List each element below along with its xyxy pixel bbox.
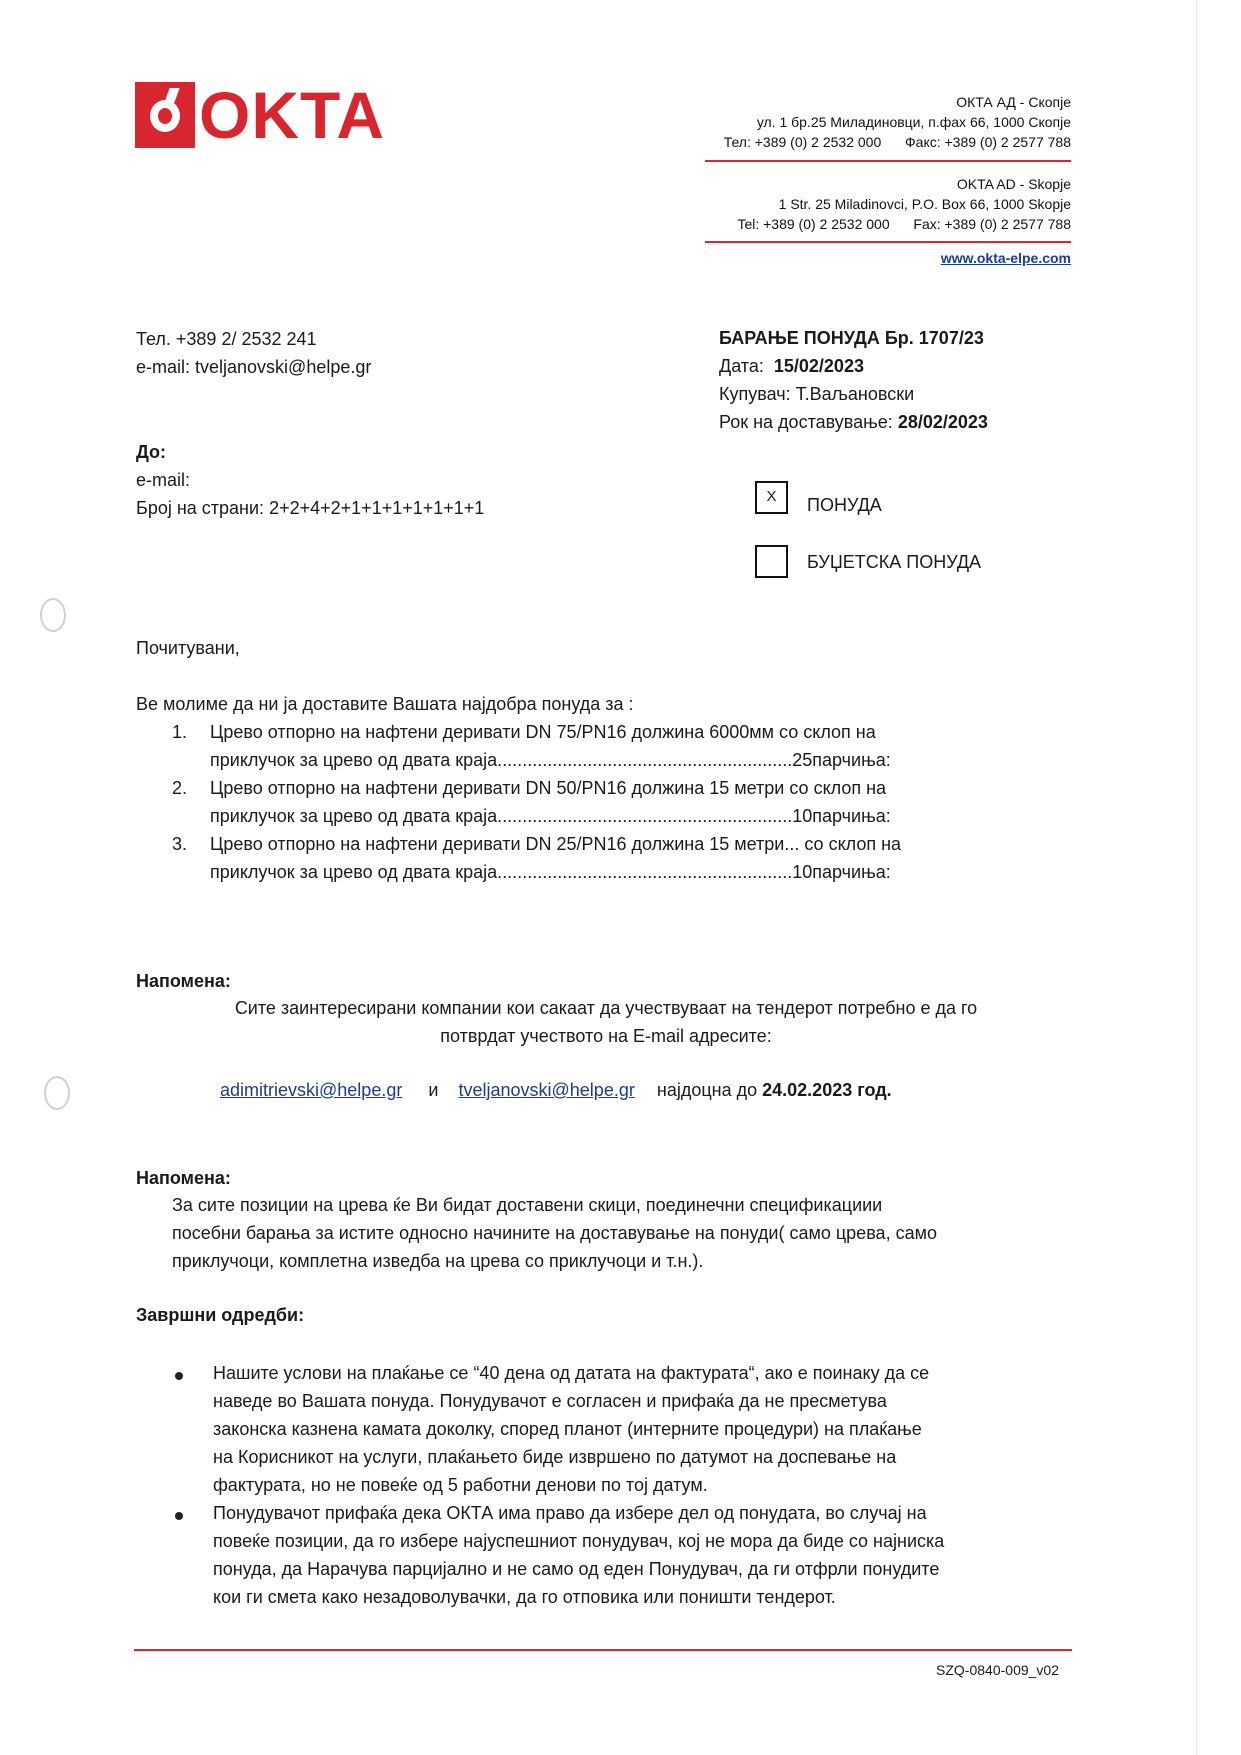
note-text: За сите позиции на црева ќе Ви бидат доставени скици, поединечни спецификациии посебни барања за истите односно начините на доставување на понуди( само црева, само приклучоци, комплетна изведба на црева со приклучоци и т.н.). <box>172 1195 937 1271</box>
list-item: 1. Црево отпорно на нафтени деривати DN 75/PN16 должина 6000мм со склоп на приклучок за црево од двата краја...........................................................25парчиња: <box>172 722 891 770</box>
note-text: Сите заинтересирани компании кои сакаат да учествуваат на тендерот потребно е да го потврдат учеството на E-mail адресите: <box>234 998 978 1046</box>
offer-checkbox[interactable]: X <box>755 481 788 514</box>
contact-block <box>136 325 371 381</box>
company-header-mk <box>724 92 1071 152</box>
request-block <box>719 324 988 436</box>
punch-hole <box>44 1076 70 1110</box>
to-label: До: <box>136 442 167 462</box>
email-link-adimitrievski[interactable]: adimitrievski@helpe.gr <box>220 1080 403 1100</box>
contact-phone: Тел. +389 2/ 2532 241 <box>136 329 317 349</box>
pages-count: Број на страни: 2+2+4+2+1+1+1+1+1+1+1 <box>136 498 485 518</box>
header-divider <box>705 241 1071 243</box>
company-name: OKTA AD - Skopje <box>956 176 1071 192</box>
list-item: 2. Црево отпорно на нафтени деривати DN 50/PN16 должина 15 метри со склоп на приклучок за црево од двата краја...........................................................10парчиња: <box>172 778 891 826</box>
request-deadline: Рок на доставување: 28/02/2023 <box>719 412 988 432</box>
note-emails: adimitrievski@helpe.gr и tveljanovski@helpe.gr најдоцна до 24.02.2023 год. <box>220 1080 892 1100</box>
list-item: Нашите услови на плаќање се “40 дена од датата на фактурата“, ако е поинаку да се наведе во Вашата понуда. Понудувачот е согласен и прифаќа да не пресметува законска казнена камата доколку, според планот (интерните процедури) на плаќање на Корисникот на услуги, плаќањето биде извршено по датумот на доспевање на фактурата, но не повеќе од 5 работни денови по тој датум. <box>213 1363 930 1495</box>
website-link[interactable]: www.okta-elpe.com <box>940 250 1071 266</box>
list-item: 3. Црево отпорно на нафтени деривати DN 25/PN16 должина 15 метри... со склоп на приклучок за црево од двата краја...........................................................10парчиња: <box>172 834 902 882</box>
header-divider <box>705 160 1071 162</box>
bullet-icon <box>175 1512 183 1520</box>
company-contacts <box>724 132 1071 152</box>
company-address: ул. 1 бр.25 Миладиновци, п.фах 66, 1000 Скопје <box>756 114 1071 130</box>
email-link-tveljanovski[interactable]: tveljanovski@helpe.gr <box>458 1080 635 1100</box>
request-title: БАРАЊЕ ПОНУДА Бр. 1707/23 <box>719 328 984 348</box>
footer-code: SZQ-0840-009_v02 <box>936 1662 1059 1678</box>
budget-offer-label: БУЏЕТСКА ПОНУДА <box>807 552 982 572</box>
note-label: Напомена: <box>136 1168 231 1188</box>
intro-text: Ве молиме да ни ја доставите Вашата најдобра понуда за : <box>136 694 634 714</box>
company-phone: Тел: +389 (0) 2 2532 000 <box>723 134 882 150</box>
offer-label: ПОНУДА <box>807 495 882 515</box>
note-label: Напомена: <box>136 971 231 991</box>
greeting: Почитувани, <box>136 638 240 658</box>
punch-hole <box>40 598 66 632</box>
final-provisions-label: Завршни одредби: <box>136 1305 305 1325</box>
budget-offer-checkbox[interactable] <box>755 545 788 578</box>
logo-drop-icon <box>135 82 195 148</box>
okta-logo <box>135 78 387 152</box>
company-header-en <box>737 174 1071 234</box>
page-edge-line <box>1196 0 1197 1755</box>
company-address: 1 Str. 25 Miladinovci, P.O. Box 66, 1000 Skopje <box>778 196 1071 212</box>
company-contacts <box>737 214 1071 234</box>
recipient-block <box>136 438 484 522</box>
bullet-icon <box>175 1372 183 1380</box>
request-date: Дата: 15/02/2023 <box>719 356 864 376</box>
request-buyer: Купувач: Т.Ваљановски <box>719 384 915 404</box>
list-item: Понудувачот прифаќа дека ОКТА има право да избере дел од понудата, во случај на повеќе позиции, да го избере најуспешниот понудувач, кој не мора да биде со најниска понуда, да Нарачува парцијално и не само од еден Понудувач, да ги отфрли понудите кои ги смета како незадоволувачки, да го отповика или поништи тендерот. <box>213 1503 945 1607</box>
company-phone: Tel: +389 (0) 2 2532 000 <box>737 216 890 232</box>
footer-divider <box>134 1649 1072 1651</box>
company-fax: Факс: +389 (0) 2 2577 788 <box>905 134 1071 150</box>
company-fax: Fax: +389 (0) 2 2577 788 <box>913 216 1071 232</box>
recipient-email-label: e-mail: <box>136 470 191 490</box>
items-list <box>136 719 1016 887</box>
company-name: ОКТА АД - Скопје <box>956 94 1071 110</box>
contact-email: e-mail: tveljanovski@helpe.gr <box>136 357 372 377</box>
logo-text: OKTA <box>199 78 386 152</box>
